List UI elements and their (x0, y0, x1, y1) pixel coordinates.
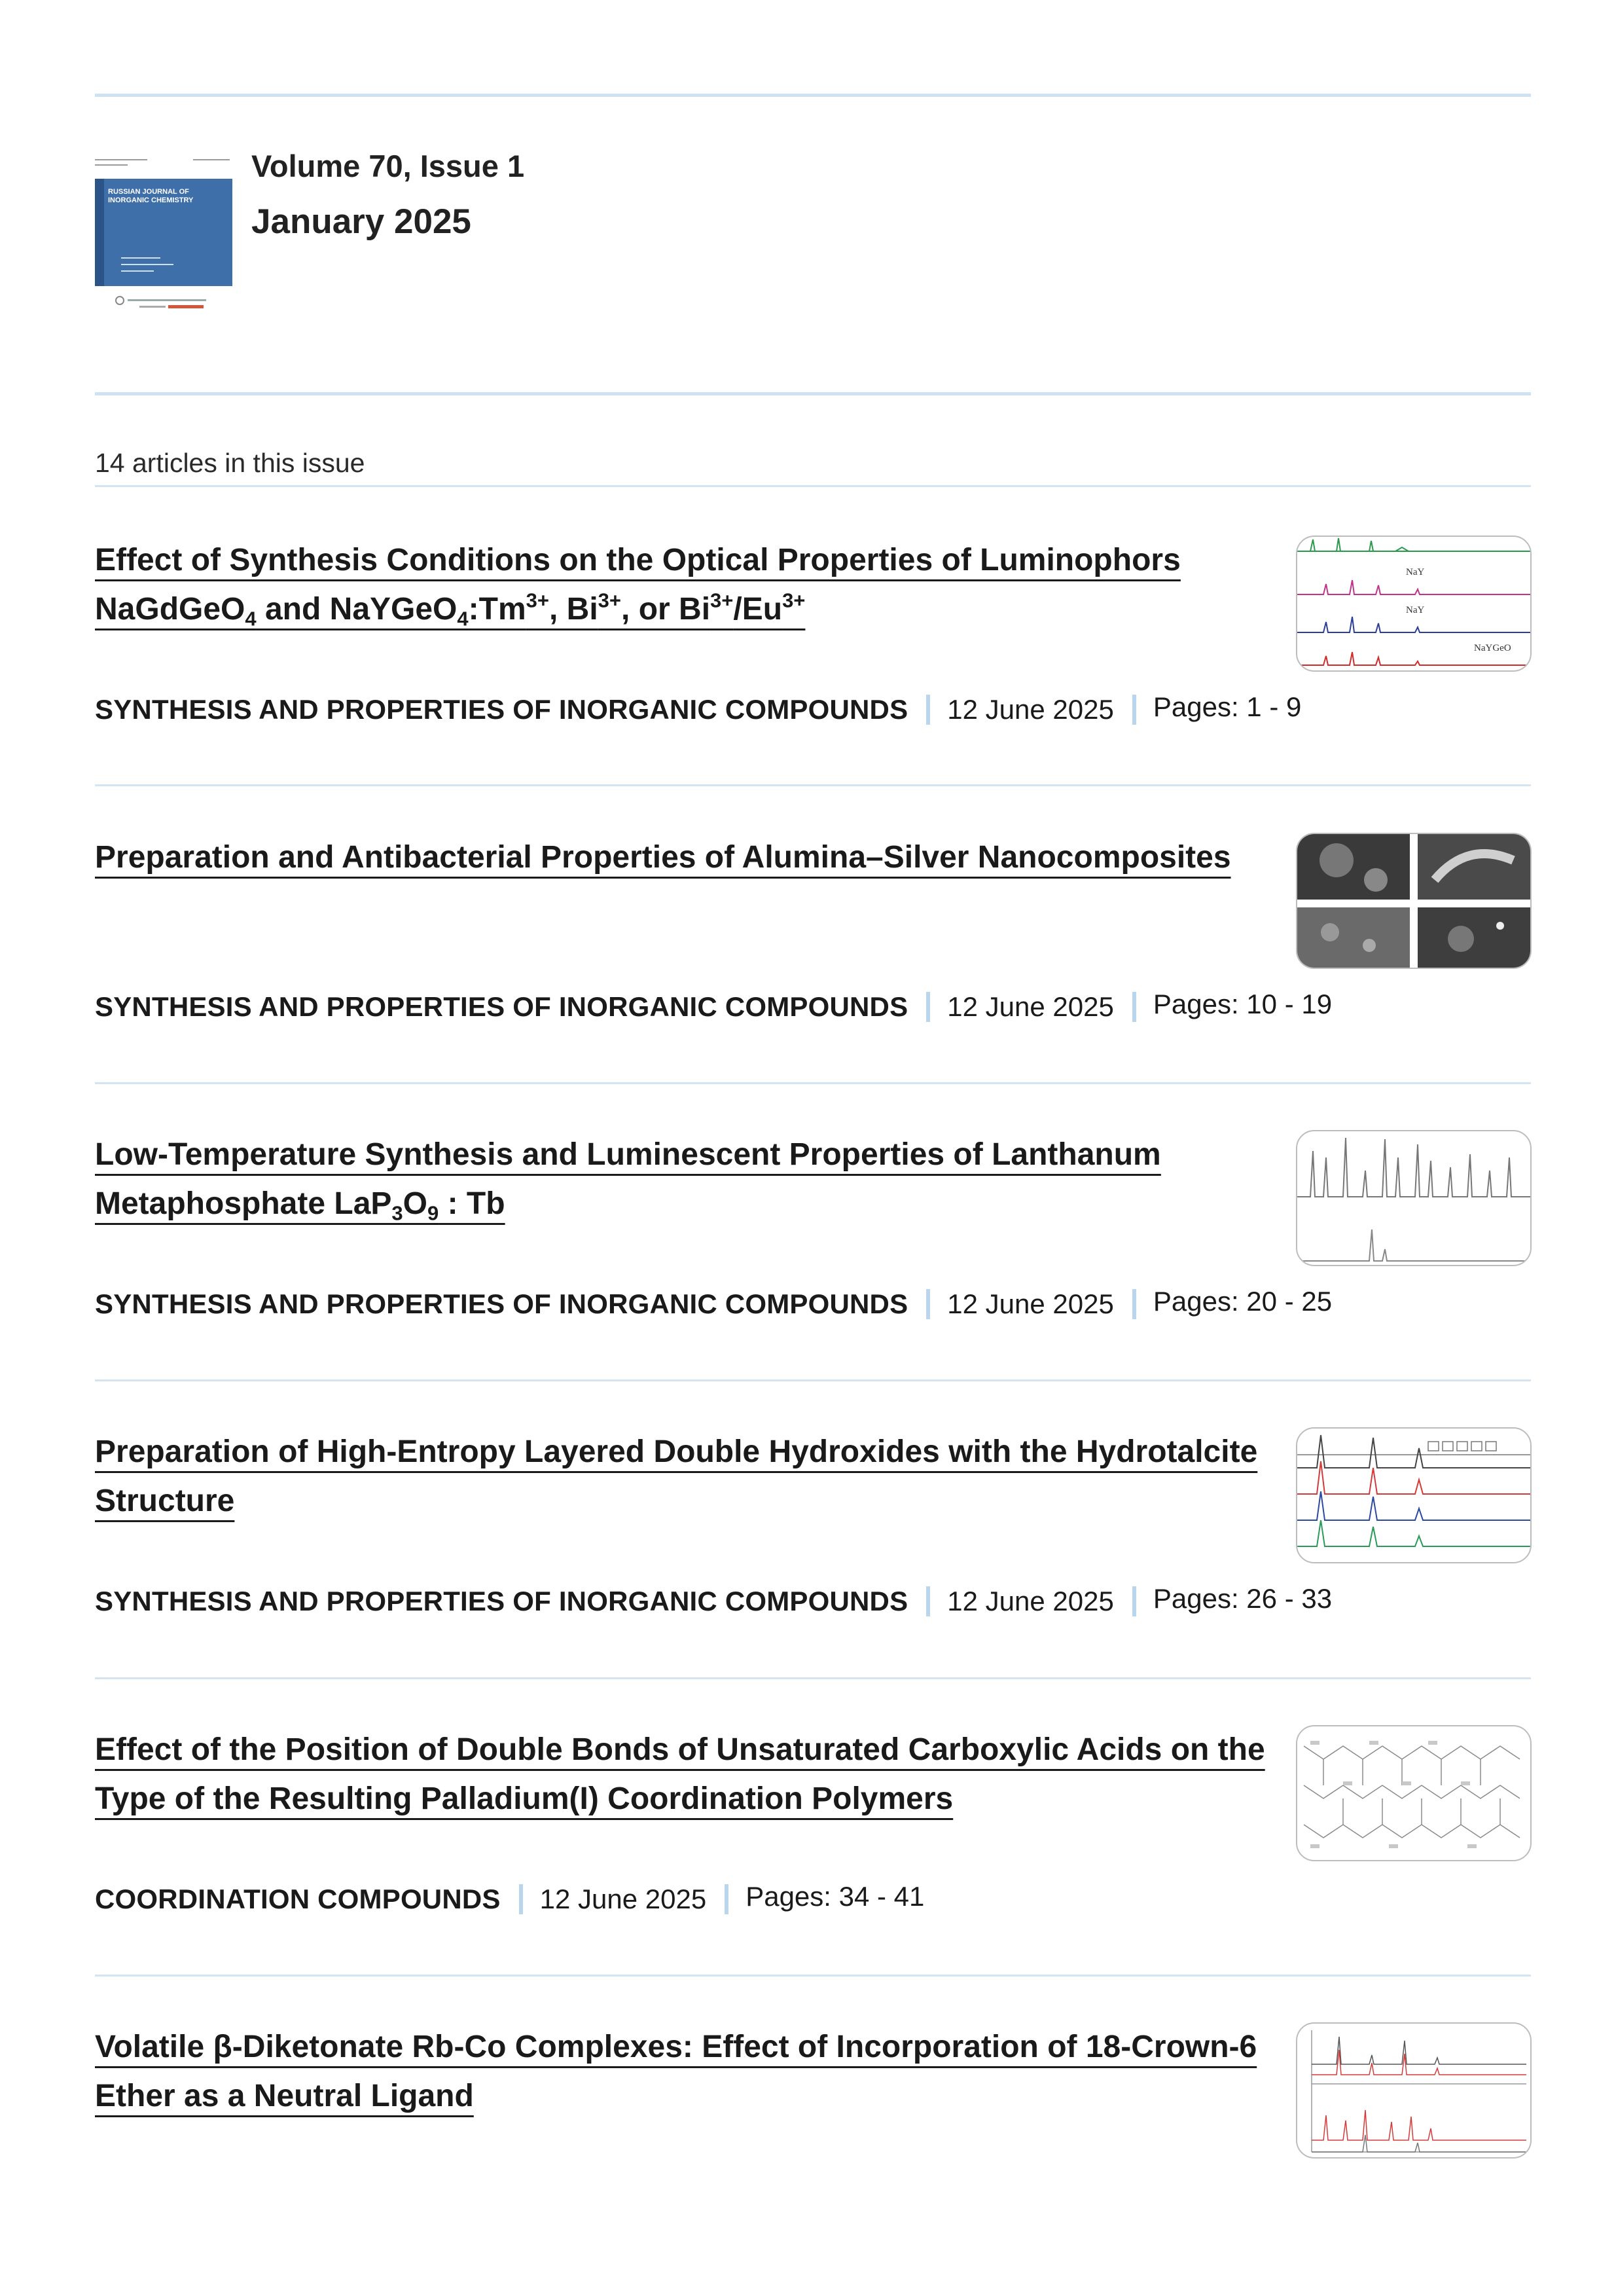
publisher-logo (113, 295, 218, 312)
article-thumbnail[interactable] (1296, 1130, 1532, 1266)
cover-band (95, 179, 232, 286)
article-title (95, 833, 1273, 882)
article-title-link[interactable]: Volatile β-Diketonate Rb-Co Complexes: Effect of Incorporation of 18-Crown-6 Ether as a Neutral Ligand (95, 2030, 1257, 2113)
cover-title: RUSSIAN JOURNAL OF INORGANIC CHEMISTRY (108, 188, 194, 204)
list-divider (95, 485, 1531, 487)
meta-separator (519, 1884, 523, 1914)
article-thumbnail[interactable] (1296, 2022, 1532, 2159)
meta-separator (725, 1884, 728, 1914)
article-pages: Pages: 34 - 41 (745, 1881, 925, 1912)
article-category[interactable]: SYNTHESIS AND PROPERTIES OF INORGANIC COMPOUNDS (95, 991, 908, 1022)
article-pages: Pages: 20 - 25 (1153, 1286, 1333, 1317)
article-thumbnail[interactable] (1296, 833, 1532, 969)
cover-header-lines (95, 155, 232, 176)
article-title-link[interactable]: Preparation and Antibacterial Properties of Alumina–Silver Nanocomposites (95, 840, 1231, 875)
header-divider (95, 392, 1531, 395)
article-title (95, 536, 1273, 634)
article-category[interactable]: SYNTHESIS AND PROPERTIES OF INORGANIC COMPOUNDS (95, 694, 908, 725)
article-meta (95, 987, 1332, 1027)
meta-separator (1132, 1586, 1136, 1616)
article-thumbnail[interactable] (1296, 1725, 1532, 1861)
article-category[interactable]: SYNTHESIS AND PROPERTIES OF INORGANIC COMPOUNDS (95, 1586, 908, 1616)
article-title-link[interactable]: Effect of Synthesis Conditions on the Optical Properties of Luminophors NaGdGeO$_4$ and $NaYGeO_4:Tm^{3+}$, $Bi^{3+}$, or $Bi^{3+}/Eu^{3+}$ (95, 543, 1181, 630)
article-date: 12 June 2025 (947, 991, 1114, 1022)
article-divider (95, 1379, 1531, 1381)
meta-separator (1132, 1289, 1136, 1319)
top-divider (95, 94, 1531, 97)
meta-separator (926, 1289, 930, 1319)
article-meta (95, 1285, 1332, 1324)
article-pages: Pages: 10 - 19 (1153, 989, 1333, 1019)
article-title (95, 2022, 1273, 2121)
article-date: 12 June 2025 (947, 1288, 1114, 1319)
article-meta (95, 1582, 1332, 1621)
journal-cover-image[interactable] (95, 155, 232, 325)
article-title (95, 1130, 1273, 1228)
issue-volume-label: Volume 70, Issue 1 (251, 149, 525, 183)
meta-separator (1132, 992, 1136, 1022)
article-thumbnail[interactable] (1296, 536, 1532, 672)
article-thumbnail[interactable] (1296, 1427, 1532, 1563)
article-title-link[interactable]: Preparation of High-Entropy Layered Double Hydroxides with the Hydrotalcite Structure (95, 1434, 1258, 1518)
article-title (95, 1427, 1273, 1525)
meta-separator (926, 992, 930, 1022)
thumb-label: NaY (1406, 567, 1425, 577)
article-category[interactable]: COORDINATION COMPOUNDS (95, 1884, 501, 1914)
article-category[interactable]: SYNTHESIS AND PROPERTIES OF INORGANIC COMPOUNDS (95, 1288, 908, 1319)
article-divider (95, 1082, 1531, 1084)
meta-separator (926, 695, 930, 725)
meta-separator (926, 1586, 930, 1616)
article-divider (95, 1677, 1531, 1679)
article-title-link[interactable]: Low-Temperature Synthesis and Luminescent Properties of Lanthanum Metaphosphate $LaP_3O_9$ : Tb (95, 1137, 1161, 1225)
thumb-label: NaYGeO (1474, 643, 1511, 653)
meta-separator (1132, 695, 1136, 725)
issue-date-label: January 2025 (251, 202, 471, 241)
articles-count: 14 articles in this issue (95, 448, 365, 478)
article-title (95, 1725, 1273, 1823)
article-divider (95, 784, 1531, 786)
article-date: 12 June 2025 (947, 1586, 1114, 1616)
thumb-label: NaY (1406, 605, 1425, 615)
article-date: 12 June 2025 (947, 694, 1114, 725)
article-title-link[interactable]: Effect of the Position of Double Bonds of Unsaturated Carboxylic Acids on the Type of the Resulting Palladium(I) Coordination Polymers (95, 1732, 1265, 1816)
article-meta (95, 1880, 924, 1919)
article-divider (95, 1975, 1531, 1977)
article-pages: Pages: 1 - 9 (1153, 691, 1302, 722)
article-pages: Pages: 26 - 33 (1153, 1583, 1333, 1614)
article-date: 12 June 2025 (539, 1884, 707, 1914)
article-meta (95, 690, 1301, 729)
